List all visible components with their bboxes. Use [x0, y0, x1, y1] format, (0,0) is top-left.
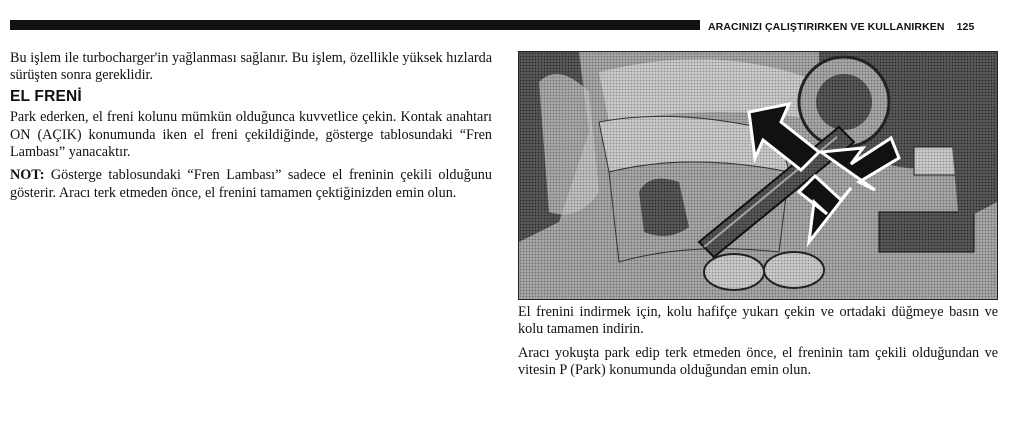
left-column [10, 50, 492, 202]
section-heading: EL FRENİ [10, 87, 82, 105]
intro-paragraph: Bu işlem ile turbocharger'in yağlanması sağlanır. Bu işlem, özellikle yüksek hızlarda sürüşten sonra gereklidir. [10, 50, 492, 84]
figure-caption: El frenini indirmek için, kolu hafifçe yukarı çekin ve ortadaki düğmeye basın ve kolu tamamen indirin. [518, 304, 998, 338]
note-paragraph [10, 167, 492, 202]
right-column [518, 304, 998, 380]
section-title: ARACINIZI ÇALIŞTIRIRKEN VE KULLANIRKEN [708, 21, 945, 33]
parking-brake-illustration [519, 52, 997, 299]
parking-paragraph: Aracı yokuşta park edip terk etmeden önce, el freninin tam çekili olduğundan ve vitesin P (Park) konumunda olduğundan emin olun. [518, 344, 998, 379]
note-label: NOT: [10, 167, 45, 184]
body-paragraph: Park ederken, el freni kolunu mümkün olduğunca kuvvetlice çekin. Kontak anahtarı ON (AÇIK) konumunda iken el freni çekildiğinde, gösterge tablosundaki “Fren Lambası” yanacaktır. [10, 109, 492, 161]
page-number: 125 [956, 21, 975, 33]
parking-brake-figure [518, 51, 998, 300]
note-text: Gösterge tablosundaki “Fren Lambası” sadece el freninin çekili olduğunu gösterir. Aracı terk etmeden önce, el frenini tamamen çektiğinizden emin olun. [10, 167, 492, 201]
header-bar [10, 20, 700, 30]
running-header [708, 21, 974, 33]
